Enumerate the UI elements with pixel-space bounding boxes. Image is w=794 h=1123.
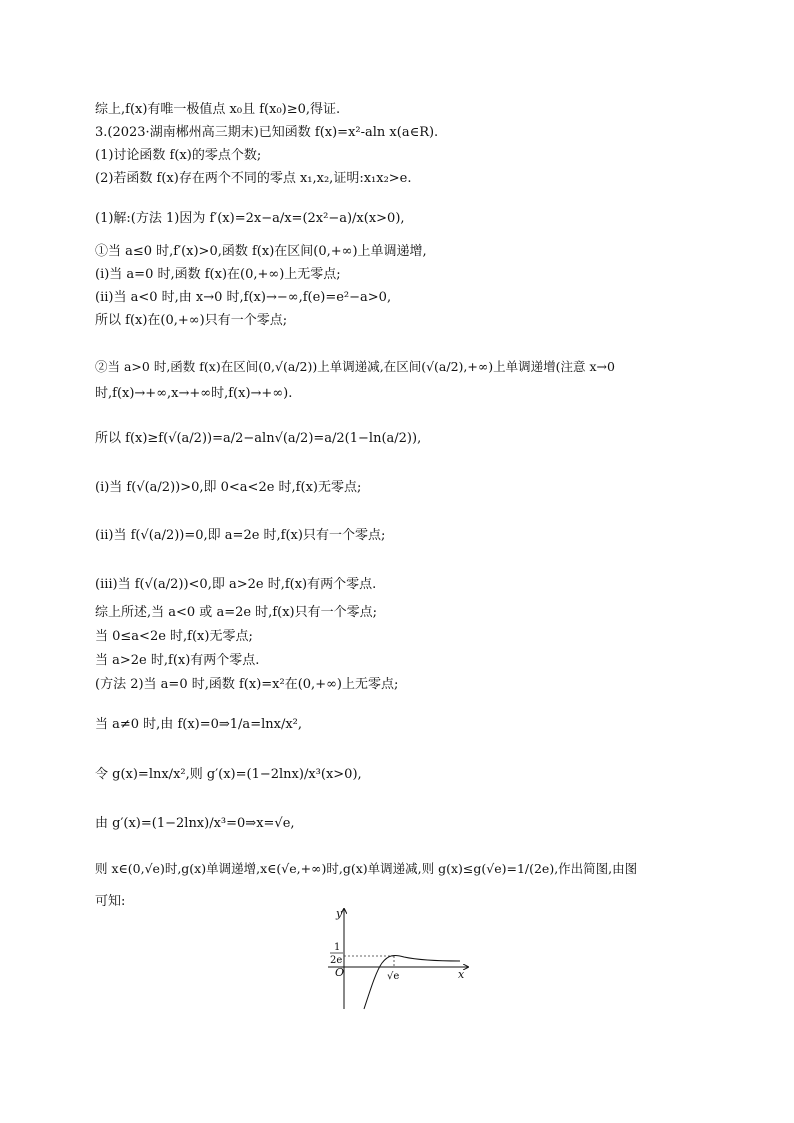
function-sketch [318, 905, 478, 1013]
curve [364, 955, 460, 1009]
max-value-denominator: 2e [330, 955, 343, 966]
text-line: (方法 2)当 a=0 时,函数 f(x)=x²在(0,+∞)上无零点; [95, 677, 399, 692]
text-line: 所以 f(x)≥f(√(a/2))=a/2−aln√(a/2)=a/2(1−ln(a/2)), [95, 431, 422, 446]
text-line: 当 a>2e 时,f(x)有两个零点. [95, 653, 260, 668]
x-axis-label: x [458, 968, 465, 981]
solution-line: (1)解:(方法 1)因为 f′(x)=2x−a/x=(2x²−a)/x(x>0), [95, 211, 405, 226]
text-line: (ⅱ)当 f(√(a/2))=0,即 a=2e 时,f(x)只有一个零点; [95, 528, 386, 543]
text-line: 令 g(x)=lnx/x²,则 g′(x)=(1−2lnx)/x³(x>0), [95, 767, 362, 782]
text-line: 时,f(x)→+∞,x→+∞时,f(x)→+∞). [95, 386, 293, 401]
text-line: (2)若函数 f(x)存在两个不同的零点 x₁,x₂,证明:x₁x₂>e. [95, 171, 412, 186]
text-line: ①当 a≤0 时,f′(x)>0,函数 f(x)在区间(0,+∞)上单调递增, [95, 244, 427, 259]
y-axis-label: y [336, 907, 343, 920]
text-line: 则 x∈(0,√e)时,g(x)单调递增,x∈(√e,+∞)时,g(x)单调递减,则 g(x)≤g(√e)=1/(2e),作出简图,由图 [95, 861, 638, 876]
text-line: 可知: [95, 894, 126, 909]
text-line: 当 a≠0 时,由 f(x)=0⇒1/a=lnx/x², [95, 717, 302, 732]
text-line: 当 0≤a<2e 时,f(x)无零点; [95, 629, 253, 644]
text-line: 综上所述,当 a<0 或 a=2e 时,f(x)只有一个零点; [95, 605, 377, 620]
max-value-numerator: 1 [334, 942, 341, 953]
peak-x-label: √e [387, 971, 400, 982]
origin-label: O [335, 966, 345, 979]
text-line: ②当 a>0 时,函数 f(x)在区间(0,√(a/2))上单调递减,在区间(√(a/2),+∞)上单调递增(注意 x→0 [95, 359, 615, 374]
text-line: (ⅰ)当 a=0 时,函数 f(x)在(0,+∞)上无零点; [95, 267, 341, 282]
text-line: (1)讨论函数 f(x)的零点个数; [95, 148, 262, 163]
text-line: (ⅰ)当 f(√(a/2))>0,即 0<a<2e 时,f(x)无零点; [95, 480, 362, 495]
text-line: 所以 f(x)在(0,+∞)只有一个零点; [95, 313, 288, 328]
text-line: 综上,f(x)有唯一极值点 x₀且 f(x₀)≥0,得证. [95, 102, 341, 117]
text-line: (ⅱ)当 a<0 时,由 x→0 时,f(x)→−∞,f(e)=e²−a>0, [95, 290, 392, 305]
text-line: (ⅲ)当 f(√(a/2))<0,即 a>2e 时,f(x)有两个零点. [95, 577, 377, 592]
problem-title: 3.(2023·湖南郴州高三期末)已知函数 f(x)=x²-aln x(a∈R). [95, 125, 439, 140]
text-line: 由 g′(x)=(1−2lnx)/x³=0⇒x=√e, [95, 816, 295, 831]
function-sketch-svg [318, 905, 478, 1013]
